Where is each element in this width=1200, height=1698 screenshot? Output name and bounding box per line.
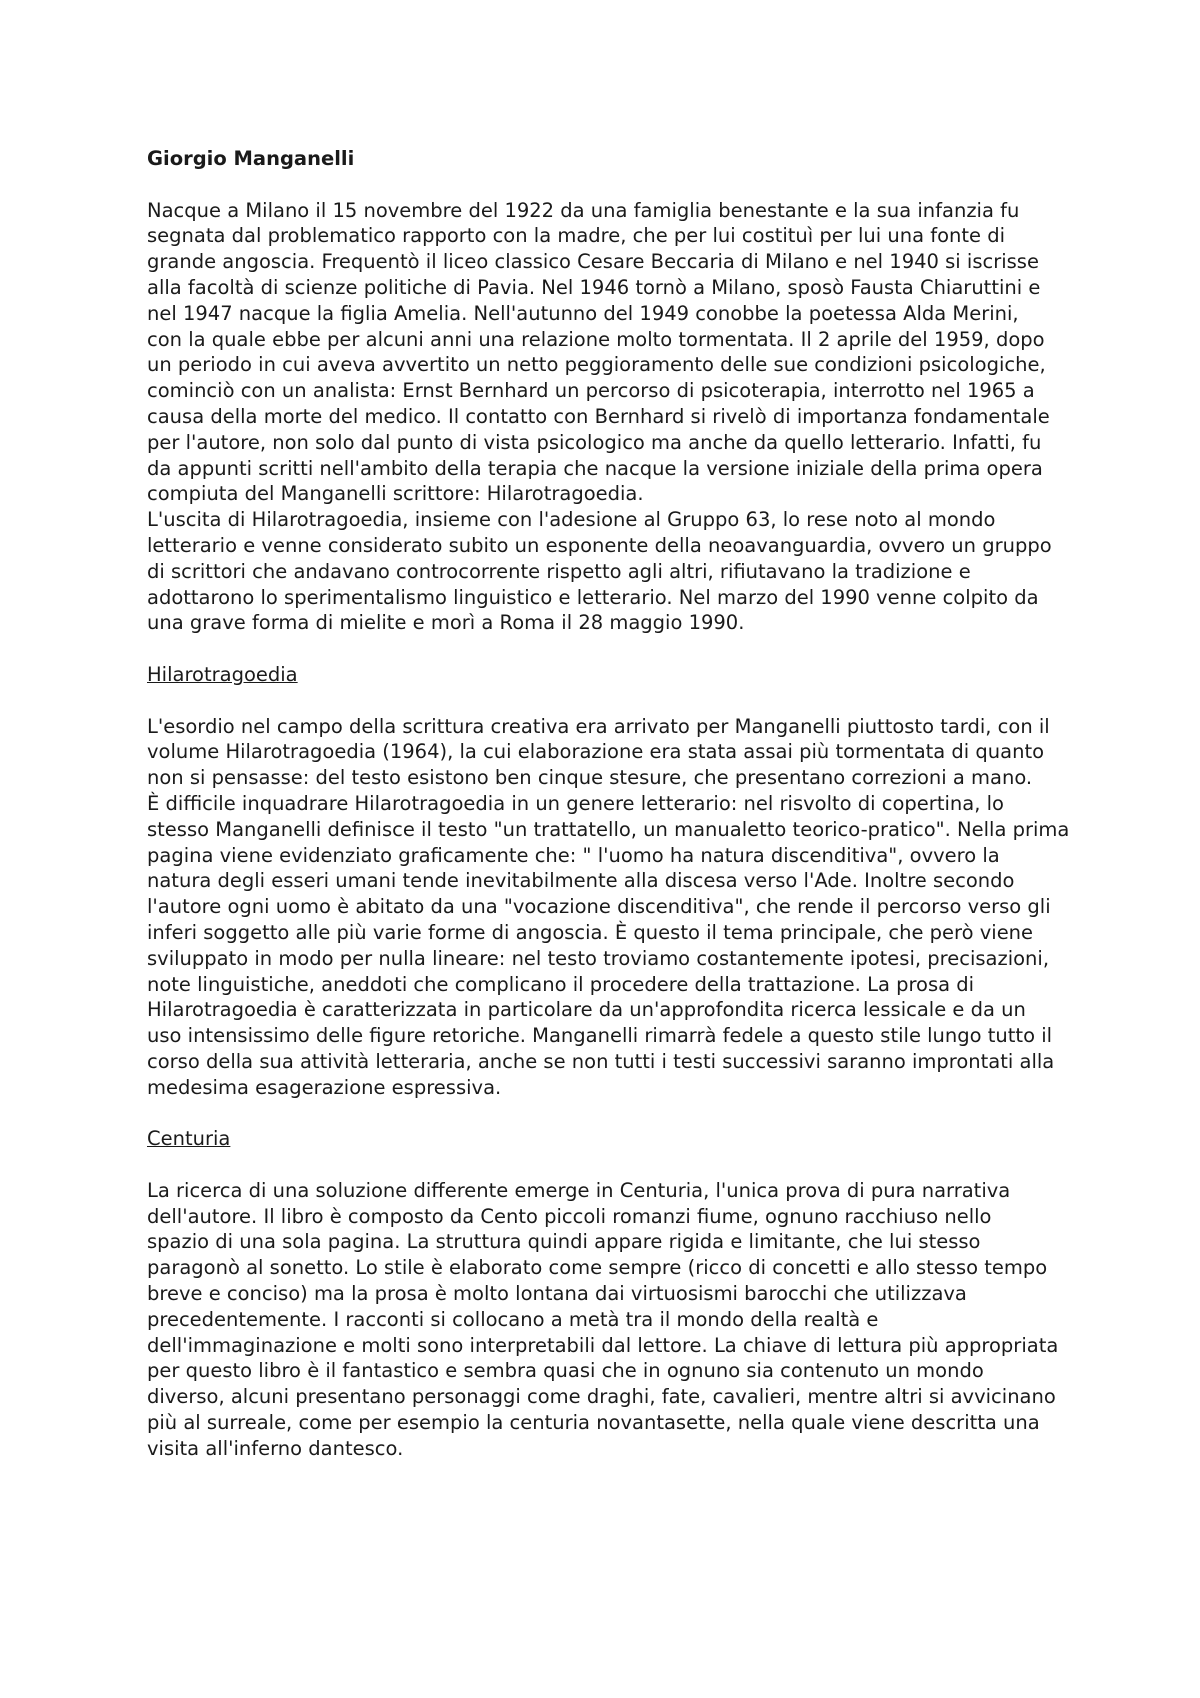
centuria-paragraph bbox=[147, 1178, 1077, 1462]
text-line: per questo libro è il fantastico e sembra quasi che in ognuno sia contenuto un mondo bbox=[147, 1359, 984, 1383]
text-line: La ricerca di una soluzione differente emerge in Centuria, l'unica prova di pura narrativa bbox=[147, 1178, 1011, 1202]
bio-paragraph bbox=[147, 198, 1077, 637]
document-title: Giorgio Manganelli bbox=[147, 147, 355, 170]
text-line: È difficile inquadrare Hilarotragoedia in un genere letterario: nel risvolto di copertina, lo bbox=[147, 791, 1004, 815]
text-line: cominciò con un analista: Ernst Bernhard un percorso di psicoterapia, interrotto nel 1965 a bbox=[147, 379, 1035, 403]
text-line: segnata dal problematico rapporto con la madre, che per lui costituì per lui una fonte di bbox=[147, 224, 1006, 248]
text-line: compiuta del Manganelli scrittore: Hilarotragoedia. bbox=[147, 482, 644, 506]
text-line: visita all'inferno dantesco. bbox=[147, 1436, 404, 1460]
text-line: stesso Manganelli definisce il testo "un trattatello, un manualetto teorico-pratico". Nella prima bbox=[147, 817, 1070, 841]
text-line: precedentemente. I racconti si collocano a metà tra il mondo della realtà e bbox=[147, 1307, 879, 1331]
text-line: dell'autore. Il libro è composto da Cento piccoli romanzi fiume, ognuno racchiuso nello bbox=[147, 1204, 992, 1228]
text-line: note linguistiche, aneddoti che complicano il procedere della trattazione. La prosa di bbox=[147, 972, 975, 996]
text-line: l'autore ogni uomo è abitato da una "vocazione discenditiva", che rende il percorso verso gli bbox=[147, 895, 1051, 919]
text-line: L'uscita di Hilarotragoedia, insieme con l'adesione al Gruppo 63, lo rese noto al mondo bbox=[147, 508, 996, 532]
text-line: uso intensissimo delle figure retoriche. Manganelli rimarrà fedele a questo stile lungo tutto il bbox=[147, 1024, 1053, 1048]
text-line: volume Hilarotragoedia (1964), la cui elaborazione era stata assai più tormentata di quanto bbox=[147, 740, 1045, 764]
text-line: corso della sua attività letteraria, anche se non tutti i testi successivi saranno improntati alla bbox=[147, 1049, 1055, 1073]
paragraph-gap bbox=[147, 1100, 1077, 1126]
text-line: diverso, alcuni presentano personaggi come draghi, fate, cavalieri, mentre altri si avvicinano bbox=[147, 1385, 1056, 1409]
text-line: una grave forma di mielite e morì a Roma il 28 maggio 1990. bbox=[147, 611, 745, 635]
text-line: pagina viene evidenziato graficamente che: " l'uomo ha natura discenditiva", ovvero la bbox=[147, 843, 1000, 867]
text-line: inferi soggetto alle più varie forme di angoscia. È questo il tema principale, che però viene bbox=[147, 920, 1034, 944]
text-line: più al surreale, come per esempio la centuria novantasette, nella quale viene descritta una bbox=[147, 1411, 1040, 1435]
text-line: medesima esagerazione espressiva. bbox=[147, 1075, 502, 1099]
section-heading-centuria: Centuria bbox=[147, 1127, 231, 1151]
text-line: letterario e venne considerato subito un esponente della neoavanguardia, ovvero un gruppo bbox=[147, 533, 1052, 557]
text-line: di scrittori che andavano controcorrente rispetto agli altri, rifiutavano la tradizione e bbox=[147, 559, 971, 583]
paragraph-gap bbox=[147, 636, 1077, 662]
text-line: Hilarotragoedia è caratterizzata in particolare da un'approfondita ricerca lessicale e da un bbox=[147, 998, 1026, 1022]
text-line: adottarono lo sperimentalismo linguistico e letterario. Nel marzo del 1990 venne colpito da bbox=[147, 585, 1039, 609]
hilarotragoedia-paragraph bbox=[147, 714, 1077, 1101]
text-line: con la quale ebbe per alcuni anni una relazione molto tormentata. Il 2 aprile del 1959, dopo bbox=[147, 327, 1045, 351]
text-line: sviluppato in modo per nulla lineare: nel testo troviamo costantemente ipotesi, precisazioni, bbox=[147, 946, 1050, 970]
text-line: da appunti scritti nell'ambito della terapia che nacque la versione iniziale della prima opera bbox=[147, 456, 1043, 480]
text-line: L'esordio nel campo della scrittura creativa era arrivato per Manganelli piuttosto tardi, con il bbox=[147, 714, 1050, 738]
section-heading-hilarotragoedia: Hilarotragoedia bbox=[147, 662, 298, 686]
text-line: causa della morte del medico. Il contatto con Bernhard si rivelò di importanza fondamentale bbox=[147, 404, 1050, 428]
text-line: grande angoscia. Frequentò il liceo classico Cesare Beccaria di Milano e nel 1940 si iscrisse bbox=[147, 250, 1039, 274]
text-line: per l'autore, non solo dal punto di vista psicologico ma anche da quello letterario. Infatti, fu bbox=[147, 430, 1042, 454]
text-line: nel 1947 nacque la figlia Amelia. Nell'autunno del 1949 conobbe la poetessa Alda Merini, bbox=[147, 301, 1019, 325]
text-line: spazio di una sola pagina. La struttura quindi appare rigida e limitante, che lui stesso bbox=[147, 1230, 981, 1254]
text-line: dell'immaginazione e molti sono interpretabili dal lettore. La chiave di lettura più appropriata bbox=[147, 1333, 1059, 1357]
text-line: alla facoltà di scienze politiche di Pavia. Nel 1946 tornò a Milano, sposò Fausta Chiaruttini e bbox=[147, 275, 1041, 299]
text-line: paragonò al sonetto. Lo stile è elaborato come sempre (ricco di concetti e allo stesso tempo bbox=[147, 1256, 1048, 1280]
text-line: Nacque a Milano il 15 novembre del 1922 da una famiglia benestante e la sua infanzia fu bbox=[147, 198, 1020, 222]
text-line: natura degli esseri umani tende inevitabilmente alla discesa verso l'Ade. Inoltre secondo bbox=[147, 869, 1015, 893]
text-line: un periodo in cui aveva avvertito un netto peggioramento delle sue condizioni psicologiche, bbox=[147, 353, 1046, 377]
document-page bbox=[147, 146, 1077, 1462]
text-line: breve e conciso) ma la prosa è molto lontana dai virtuosismi barocchi che utilizzava bbox=[147, 1282, 967, 1306]
text-line: non si pensasse: del testo esistono ben cinque stesure, che presentano correzioni a mano. bbox=[147, 766, 1033, 790]
